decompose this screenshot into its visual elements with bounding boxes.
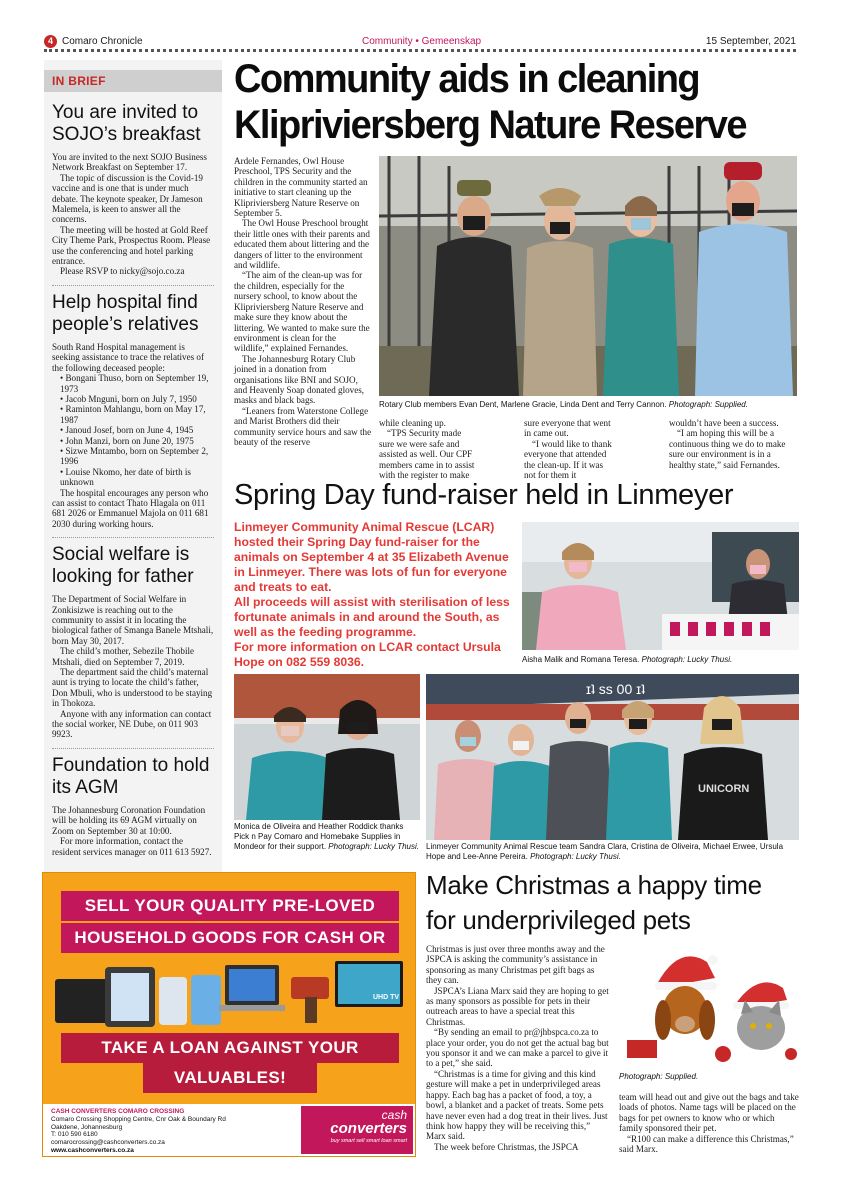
brief-list-item: • Janoud Josef, born on June 4, 1945: [60, 425, 194, 436]
article-paragraph: “By sending an email to pr@jhbspca.co.za to place your order, you do not get the actual bag but you sponsor it and we can make a parcel to give it to a pet,” she said.: [426, 1027, 609, 1069]
article-paragraph: while cleaning up.: [379, 418, 446, 428]
cleanup-column-3: [524, 418, 616, 480]
monica-heather-photo: [234, 674, 420, 820]
brief-headline: Help hospital find people’s relatives: [52, 291, 199, 335]
ad-banner-line-1: SELL YOUR QUALITY PRE-LOVED: [61, 891, 399, 921]
brief-list-item: • Louise Nkomo, her date of birth is unknown: [60, 466, 191, 488]
cash-converters-advert: [42, 872, 416, 1157]
brief-paragraph: Anyone with any information can contact the social worker, NE Dube, on 011 903 9923.: [52, 708, 212, 740]
christmas-pets-photo: [619, 944, 799, 1068]
cash-converters-logo: [301, 1106, 413, 1154]
brief-list-item: • Jacob Mnguni, born on July 7, 1950: [60, 393, 197, 404]
store-email[interactable]: comarocrossing@cashconverters.co.za: [51, 1139, 165, 1147]
brief-body: [52, 594, 214, 740]
brief-list-item: • Bongani Thuso, born on September 19, 1973: [60, 373, 209, 394]
brief-paragraph: The meeting will be hosted at Gold Reef City Theme Park, Prospectus Room. Please use the conferencing and hotel parking entrance.: [52, 224, 211, 267]
brief-foundation: [52, 748, 214, 857]
article-paragraph: team will head out and give out the bags and take loads of photos. Name tags will be placed on the bags for pet owners to know who or which family sponsored their pet.: [619, 1092, 799, 1134]
article-paragraph: “TPS Security made sure we were safe and assisted as well. Our CPF members came in to assist with the register to make: [379, 428, 475, 481]
brief-paragraph: South Rand Hospital management is seeking assistance to trace the relatives of the following deceased people:: [52, 341, 205, 373]
store-phone: T: 010 590 6180: [51, 1131, 98, 1139]
tent-banner-text: ɪʇ ss 00 ɪʇ: [586, 681, 645, 697]
caption-text: Aisha Malik and Romana Teresa.: [522, 655, 640, 664]
photo-credit: Photograph: Lucky Thusi.: [641, 655, 733, 664]
ad-products-illustration: [55, 959, 405, 1027]
photo-credit: Photograph: Lucky Thusi.: [530, 852, 621, 861]
brief-body: [52, 152, 214, 277]
christmas-column-2: [619, 1092, 799, 1154]
brief-body: [52, 805, 214, 857]
brief-paragraph: The child’s mother, Sebezile Thobile Mtshali, died on September 7, 2019.: [52, 646, 195, 667]
brief-paragraph: For more information, contact the resident services manager on 011 613 5927.: [52, 836, 212, 857]
photo-credit: Photograph: Lucky Thusi.: [328, 842, 419, 851]
cleanup-column-1: [234, 156, 372, 447]
photo-credit: Photograph: Supplied.: [619, 1072, 699, 1081]
brief-paragraph: Please RSVP to nicky@sojo.co.za: [60, 266, 185, 277]
christmas-column-1: [426, 944, 611, 1152]
article-paragraph: “I would like to thank everyone that attended the clean-up. If it was not for them it: [524, 438, 612, 481]
caption-text: Monica de Oliveira and Heather Roddick thanks Pick n Pay Comaro and Homebake Supplies in Mondeor for their support.: [234, 822, 404, 851]
lcar-team-caption: [426, 842, 799, 862]
section-name: Community • Gemeenskap: [362, 36, 482, 47]
intro-paragraph: Linmeyer Community Animal Rescue (LCAR) hosted their Spring Day fund-raiser for the animals on September 4 at 35 Elizabeth Avenue in Linmeyer. There was lots of fun for everyone and treats to eat.: [234, 520, 509, 594]
article-paragraph: The Owl House Preschool brought their little ones with their parents and educated them about littering and the dangers of litter to the environment and wildlife.: [234, 218, 370, 271]
brief-headline: You are invited to SOJO’s breakfast: [52, 102, 201, 145]
article-paragraph: wouldn’t have been a success.: [669, 418, 779, 428]
cleanup-column-4: [669, 418, 799, 470]
store-address-1: Comaro Crossing Shopping Centre, Cnr Oak & Boundary Rd: [51, 1115, 226, 1123]
brief-headline: Foundation to hold its AGM: [52, 754, 210, 798]
article-paragraph: The Johannesburg Rotary Club joined in a donation from organisations like BNI and SOJO, and Heavenly Soap donated gloves, masks and black bags.: [234, 353, 365, 406]
ad-banner-line-4: VALUABLES!: [143, 1063, 317, 1093]
brief-social-welfare: [52, 537, 214, 740]
photo-credit: Photograph: Supplied.: [668, 400, 748, 409]
running-header: [44, 34, 796, 50]
brief-paragraph: You are invited to the next SOJO Business Network Breakfast on September 17.: [52, 152, 207, 173]
logo-tagline: buy smart sell smart loan smart: [330, 1138, 407, 1144]
spring-intro: [234, 520, 516, 670]
lcar-team-photo: [426, 674, 799, 840]
issue-date: 15 September, 2021: [705, 36, 796, 47]
aisha-romana-photo: [522, 522, 799, 650]
brief-list-item: • John Manzi, born on June 20, 1975: [60, 435, 194, 446]
article-paragraph: Ardele Fernandes, Owl House Preschool, TPS Security and the children in the community started an initiative to start cleaning up the Klipriviersberg Nature Reserve on September 5.: [234, 156, 368, 219]
article-paragraph: “Christmas is a time for giving and this kind gesture will make a pet in underprivileged areas happy. Each bag has a packet of food, a toy, a bowl, a blanket and a packet of treats. Some pets have never even had a dog treat in their lives. Just think how happy they will be receiving this,” Marx said.: [426, 1068, 608, 1142]
cleanup-photo-caption: [379, 400, 797, 410]
article-paragraph: The week before Christmas, the JSPCA: [434, 1141, 579, 1152]
store-name: CASH CONVERTERS COMARO CROSSING: [51, 1108, 185, 1115]
intro-paragraph: For more information on LCAR contact Ursula Hope on 082 559 8036.: [234, 640, 501, 669]
ad-banner-line-2: HOUSEHOLD GOODS FOR CASH OR: [61, 923, 399, 953]
brief-paragraph: The department said the child’s maternal aunt is trying to locate the child’s father, Don Mbuli, who is understood to be staying in Thokoza.: [52, 667, 213, 709]
ad-contact-panel: [43, 1104, 416, 1157]
article-paragraph: Christmas is just over three months away and the JSPCA is asking the community’s assistance in sponsoring as many Christmas pet gift bags as they can.: [426, 944, 605, 986]
article-paragraph: “Leaners from Waterstone College and Marist Brothers did their community service hours and saw the beauty of the reserve: [234, 405, 372, 447]
brief-paragraph: The topic of discussion is the Covid-19 vaccine and is one that is under much debate. The keynote speaker, Dr Jameson Malemela, is keen to answer all the concerns.: [52, 172, 203, 225]
logo-text-top: cash: [381, 1108, 407, 1122]
christmas-headline: Make Christmas a happy time for underprivileged pets: [426, 870, 762, 935]
article-paragraph: sure everyone that went in came out.: [524, 418, 611, 439]
article-paragraph: “R100 can make a difference this Christmas,” said Marx.: [619, 1133, 794, 1155]
spring-headline: Spring Day fund-raiser held in Linmeyer: [234, 479, 734, 511]
ad-banner-line-3: TAKE A LOAN AGAINST YOUR: [61, 1033, 399, 1063]
aisha-romana-caption: [522, 655, 799, 665]
article-paragraph: JSPCA’s Liana Marx said they are hoping to get as many sponsors as possible for pets in their outreach areas to have a special treat this Christmas.: [426, 985, 609, 1027]
christmas-photo-credit: [619, 1072, 799, 1082]
cleanup-headline: Community aids in cleaning Klipriviersberg Nature Reserve: [234, 57, 746, 147]
brief-headline: Social welfare is looking for father: [52, 544, 194, 588]
brief-list-item: • Sizwe Mntambo, born on September 2, 1996: [60, 445, 209, 467]
brief-paragraph: The hospital encourages any person who can assist to contact Thato Hlagala on 011 681 2026 or Emmanuel Majola on 011 681 2030 during working hours.: [52, 487, 209, 529]
article-paragraph: “The aim of the clean-up was for the children, especially for the nursery school, to know about the Klipriviersberg Nature Reserve and make sure they know about the littering. We wanted to make sure the environment is clean for the wildlife,” explained Fernandes.: [234, 270, 370, 354]
header-rule: [44, 49, 796, 52]
article-paragraph: “I am hoping this will be a continuous thing we do to make sure our environment is in a healthy state,” said Fernandes.: [669, 428, 786, 470]
caption-text: Linmeyer Community Animal Rescue team Sandra Clara, Cristina de Oliveira, Michael Erwee, Ursula Hope and Lee-Anne Pereira.: [426, 842, 784, 861]
brief-hospital: [52, 285, 214, 529]
tv-label: UHD TV: [373, 994, 400, 1001]
publication-name: Comaro Chronicle: [62, 36, 143, 47]
tshirt-print-text: UNICORN: [698, 783, 750, 795]
caption-text: Rotary Club members Evan Dent, Marlene Gracie, Linda Dent and Terry Cannon.: [379, 400, 667, 409]
brief-paragraph: The Johannesburg Coronation Foundation will be holding its 69 AGM virtually on Zoom on September 30 at 10:00.: [52, 804, 206, 836]
brief-paragraph: The Department of Social Welfare in Zonkisizwe is reaching out to the community to assist it in locating the biological father of Smanga Banele Mtshali, born May 30, 2017.: [52, 594, 214, 646]
brief-body: [52, 342, 214, 529]
in-brief-sidebar: [44, 60, 222, 872]
store-website[interactable]: www.cashconverters.co.za: [51, 1146, 134, 1154]
intro-paragraph: All proceeds will assist with sterilisation of less fortunate animals in and around the South, as well as the feeding programme.: [234, 595, 510, 639]
monica-heather-caption: [234, 822, 420, 852]
in-brief-label: IN BRIEF: [44, 70, 222, 92]
brief-list-item: • Raminton Mahlangu, born on May 17, 1987: [60, 404, 206, 425]
brief-sojo: [52, 102, 214, 277]
store-address-2: Oakdene, Johannesburg: [51, 1123, 123, 1131]
page-number: 4: [44, 35, 57, 48]
cleanup-column-2: [379, 418, 477, 480]
cleanup-group-photo: [379, 156, 797, 396]
logo-text-bottom: converters: [330, 1120, 407, 1137]
